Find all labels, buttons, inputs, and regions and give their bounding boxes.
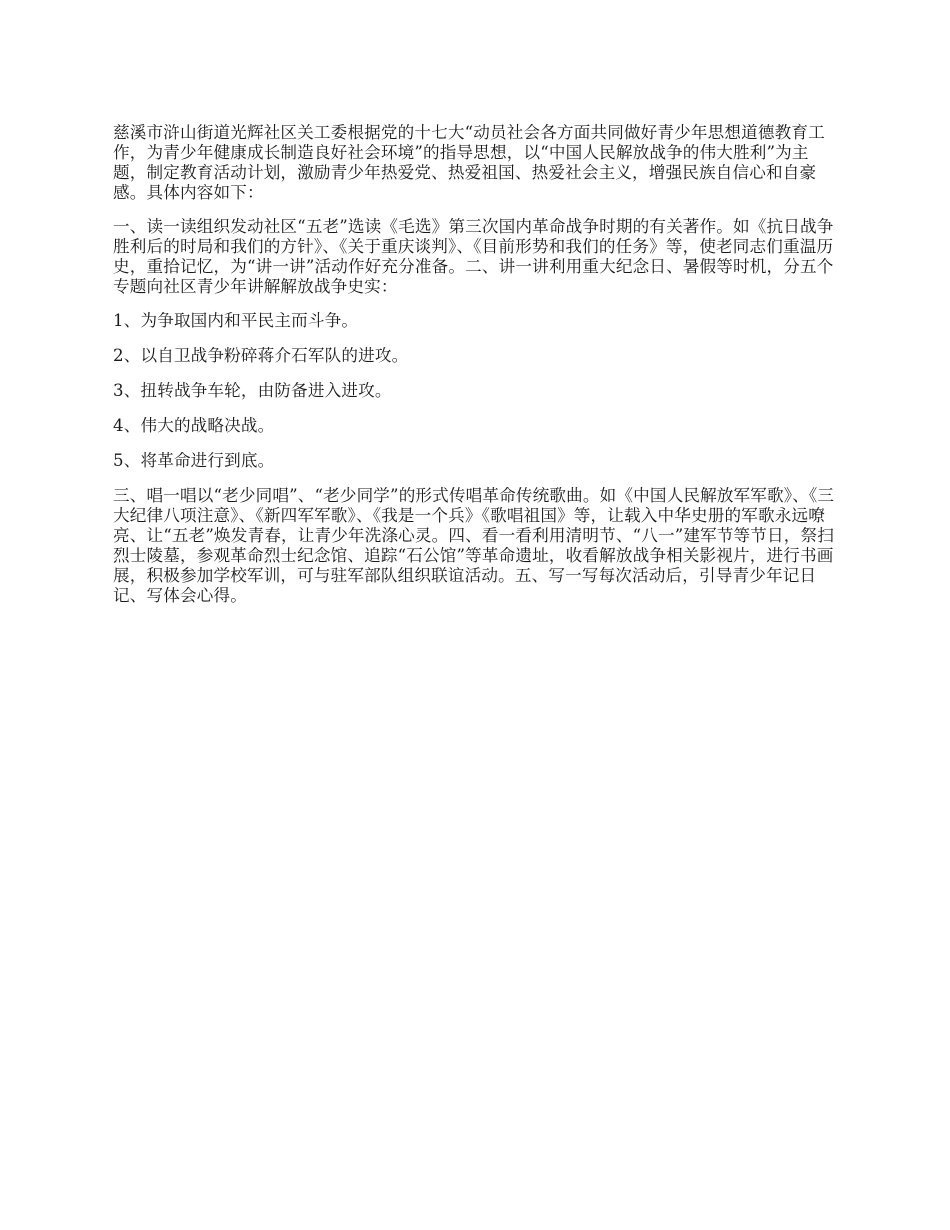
document-body [113, 123, 841, 620]
intro-paragraph: 慈溪市浒山街道光辉社区关工委根据党的十七大“动员社会各方面共同做好青少年思想道德教育工作，为青少年健康成长制造良好社会环境”的指导思想，以“中国人民解放战争的伟大胜利”为主题，制定教育活动计划，激励青少年热爱党、热爱祖国、热爱社会主义，增强民族自信心和自豪感。具体内容如下： [113, 123, 825, 202]
list-item: 5、将革命进行到底。 [113, 451, 275, 470]
list-item: 3、扭转战争车轮，由防备进入进攻。 [113, 381, 392, 400]
list-item: 2、以自卫战争粉碎蒋介石军队的进攻。 [113, 346, 409, 365]
list-item: 4、伟大的战略决战。 [113, 416, 275, 435]
section-three-paragraph: 三、唱一唱以“老少同唱”、“老少同学”的形式传唱革命传统歌曲。如《中国人民解放军军歌》、《三大纪律八项注意》、《新四军军歌》、《我是一个兵》《歌唱祖国》等，让载入中华史册的军歌永远嘹亮、让“五老”焕发青春，让青少年洗涤心灵。四、看一看利用清明节、“八一”建军节等节日，祭扫烈士陵墓，参观革命烈士纪念馆、追踪“石公馆”等革命遗址，收看解放战争相关影视片，进行书画展，积极参加学校军训，可与驻军部队组织联谊活动。五、写一写每次活动后，引导青少年记日记、写体会心得。 [113, 486, 835, 605]
list-item: 1、为争取国内和平民主而斗争。 [113, 311, 359, 330]
section-one-paragraph: 一、读一读组织发动社区“五老”选读《毛选》第三次国内革命战争时期的有关著作。如《抗日战争胜利后的时局和我们的方针》、《关于重庆谈判》、《目前形势和我们的任务》等，使老同志们重温历史，重拾记忆，为“讲一讲”活动作好充分准备。二、讲一讲利用重大纪念日、暑假等时机，分五个专题向社区青少年讲解解放战争史实： [113, 217, 834, 296]
